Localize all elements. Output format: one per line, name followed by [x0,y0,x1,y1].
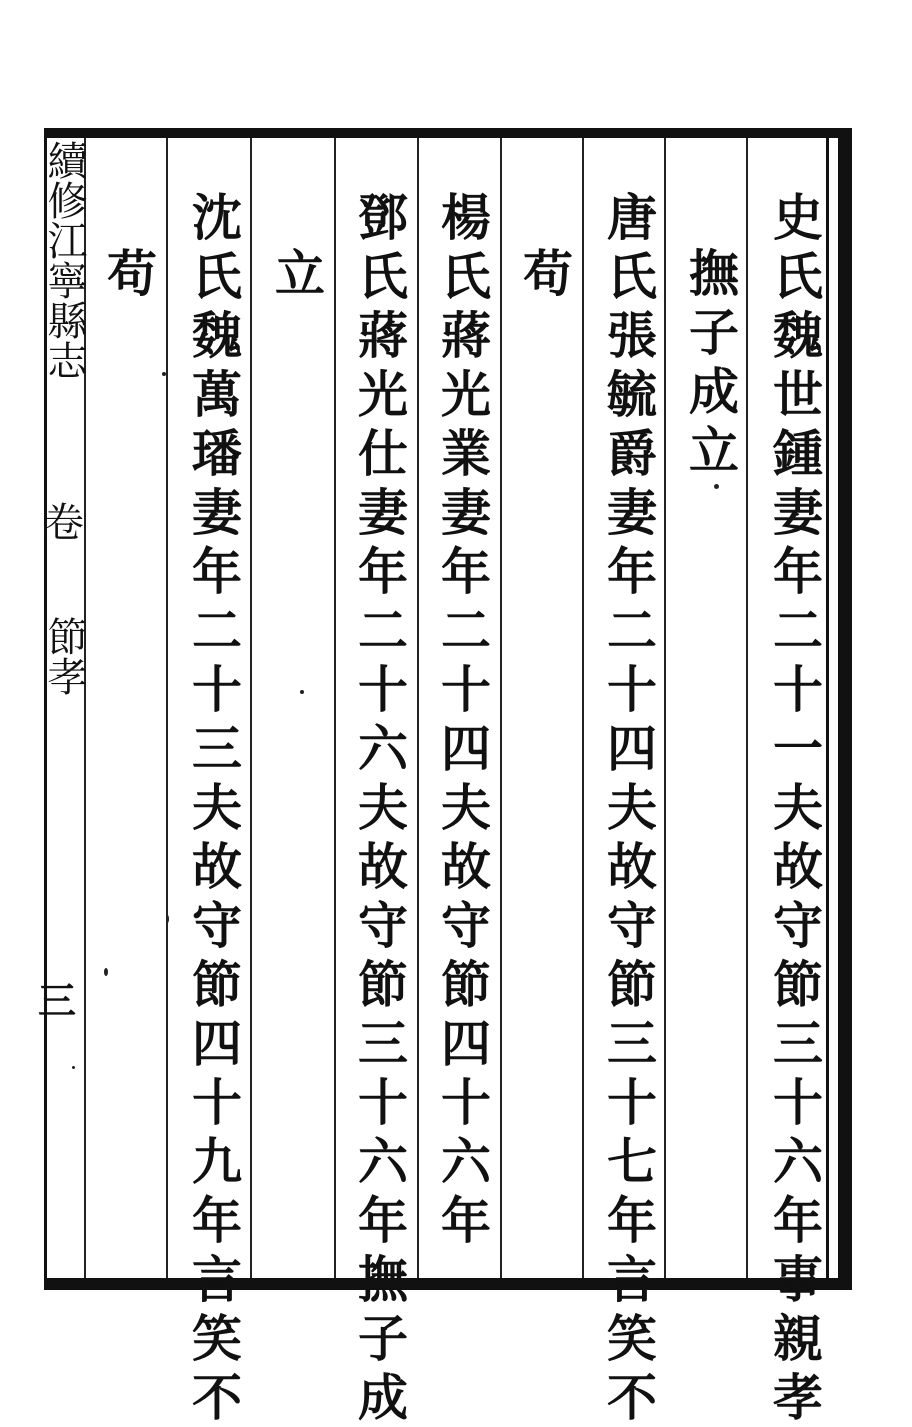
column-char: 氏 [607,247,657,306]
ink-speck [104,968,108,976]
column-char: 爵 [607,424,657,483]
column-char: 三 [358,1014,408,1073]
text-column-3 [602,188,662,1427]
column-char: 史 [773,188,823,247]
column-char: 成 [358,1368,408,1427]
column-char: 三 [607,1014,657,1073]
column-char: 妻 [441,483,491,542]
column-char: 撫 [358,1250,408,1309]
column-char: 夫 [607,778,657,837]
column-char: 年 [773,542,823,601]
column-char: 節 [607,955,657,1014]
column-char: 夫 [773,778,823,837]
column-char: 十 [773,660,823,719]
column-char: 節 [358,955,408,1014]
column-rule [582,138,584,1278]
column-char: 二 [607,601,657,660]
column-char: 節 [773,955,823,1014]
column-char: 妻 [773,483,823,542]
column-char: 唐 [607,188,657,247]
column-char: 節 [441,955,491,1014]
column-char: 守 [192,896,242,955]
column-char: 妻 [607,483,657,542]
column-char: 年 [358,1191,408,1250]
column-rule [746,138,748,1278]
column-char: 十 [358,1073,408,1132]
column-char: 二 [773,601,823,660]
column-char: 二 [192,601,242,660]
column-char: 九 [192,1132,242,1191]
column-char: 夫 [358,778,408,837]
column-char: 言 [192,1250,242,1309]
column-char: 毓 [607,365,657,424]
column-char: 六 [441,1132,491,1191]
text-column-8 [187,188,247,1427]
column-char: 六 [358,719,408,778]
column-char: 年 [192,1191,242,1250]
column-char: 守 [441,896,491,955]
column-char: 十 [773,1073,823,1132]
column-char: 立 [689,421,739,480]
column-char: 三 [192,719,242,778]
margin-page-number: 三 [38,978,77,1023]
column-char: 四 [441,719,491,778]
column-char: 苟 [107,244,157,303]
column-char: 孝 [773,1368,823,1427]
frame-right-border [838,128,852,1290]
text-column-2 [684,244,744,480]
column-char: 夫 [441,778,491,837]
column-char: 三 [773,1014,823,1073]
column-char: 楊 [441,188,491,247]
column-char: 氏 [773,247,823,306]
column-char: 節 [192,955,242,1014]
text-column-9 [102,244,162,303]
column-char: 世 [773,365,823,424]
text-column-4 [518,244,578,303]
column-char: 笑 [607,1309,657,1368]
text-column-5 [436,188,496,1250]
column-char: 仕 [358,424,408,483]
column-char: 年 [441,542,491,601]
column-char: 年 [358,542,408,601]
column-rule [417,138,419,1278]
column-char: 年 [607,1191,657,1250]
column-char: 守 [607,896,657,955]
column-rule [500,138,502,1278]
column-char: 二 [358,601,408,660]
column-char: 不 [607,1368,657,1427]
column-char: 十 [607,1073,657,1132]
column-char: 守 [358,896,408,955]
column-rule [250,138,252,1278]
column-char: 十 [607,660,657,719]
column-char: 守 [773,896,823,955]
column-char: 妻 [192,483,242,542]
column-char: 年 [773,1191,823,1250]
column-char: 蔣 [358,306,408,365]
column-char: 妻 [358,483,408,542]
column-char: 親 [773,1309,823,1368]
column-char: 苟 [523,244,573,303]
ink-speck [72,1066,75,1069]
column-char: 六 [358,1132,408,1191]
ink-speck [162,372,166,376]
column-char: 成 [689,362,739,421]
margin-section: 節孝 [41,616,87,696]
ink-speck [300,690,304,694]
margin-title-column [41,140,87,716]
column-rule [664,138,666,1278]
column-char: 笑 [192,1309,242,1368]
column-char: 鍾 [773,424,823,483]
frame-top-border [44,128,852,138]
column-char: 蔣 [441,306,491,365]
column-rule [166,138,168,1278]
text-column-1 [768,188,828,1427]
column-char: 沈 [192,188,242,247]
column-char: 氏 [441,247,491,306]
column-char: 四 [607,719,657,778]
column-char: 萬 [192,365,242,424]
column-char: 四 [192,1014,242,1073]
margin-title: 續修江寧縣志 [41,140,87,380]
column-char: 七 [607,1132,657,1191]
column-char: 故 [441,837,491,896]
column-char: 故 [607,837,657,896]
column-char: 十 [441,1073,491,1132]
margin-juan: 卷 [44,500,84,546]
column-char: 夫 [192,778,242,837]
column-char: 言 [607,1250,657,1309]
text-column-6 [353,188,413,1427]
column-rule [334,138,336,1278]
column-char: 年 [192,542,242,601]
column-char: 鄧 [358,188,408,247]
column-char: 魏 [773,306,823,365]
column-char: 氏 [358,247,408,306]
ink-speck [166,915,169,923]
column-char: 四 [441,1014,491,1073]
column-char: 年 [607,542,657,601]
column-char: 六 [773,1132,823,1191]
ink-speck [714,484,719,489]
column-char: 子 [358,1309,408,1368]
column-char: 璠 [192,424,242,483]
column-char: 光 [441,365,491,424]
column-char: 年 [441,1191,491,1250]
column-char: 故 [358,837,408,896]
column-char: 撫 [689,244,739,303]
column-char: 不 [192,1368,242,1427]
column-char: 一 [773,719,823,778]
text-column-7 [270,244,330,303]
column-char: 子 [689,303,739,362]
column-char: 十 [192,1073,242,1132]
frame-bottom-border [44,1278,852,1290]
column-char: 事 [773,1250,823,1309]
column-char: 二 [441,601,491,660]
column-char: 魏 [192,306,242,365]
column-char: 十 [358,660,408,719]
column-char: 故 [192,837,242,896]
column-char: 十 [192,660,242,719]
column-char: 張 [607,306,657,365]
column-char: 故 [773,837,823,896]
column-char: 十 [441,660,491,719]
column-char: 氏 [192,247,242,306]
column-char: 立 [275,244,325,303]
column-char: 業 [441,424,491,483]
column-char: 光 [358,365,408,424]
